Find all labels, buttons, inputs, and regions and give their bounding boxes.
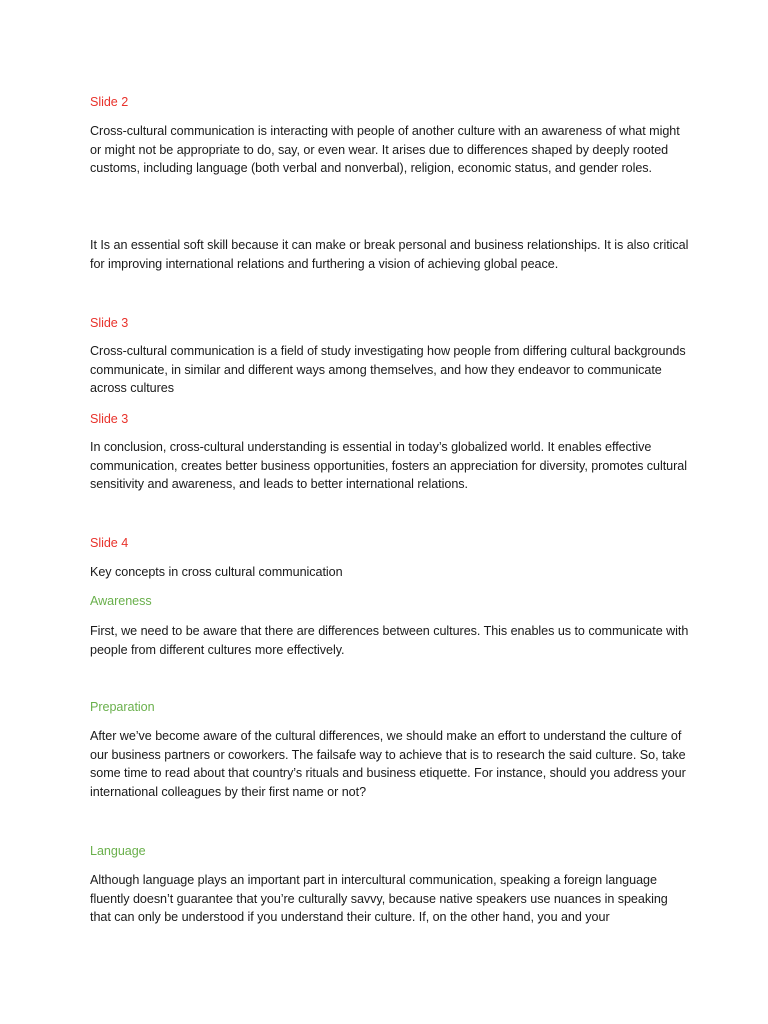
slide-3-heading-first: Slide 3 [90,316,129,330]
awareness-paragraph: First, we need to be aware that there are differences between cultures. This enables us to communicate with people from different cultures more effectively. [90,624,689,657]
preparation-paragraph: After we’ve become aware of the cultural differences, we should make an effort to understand the culture of our business partners or coworkers. The failsafe way to achieve that is to research the said culture. So, take some time to read about that country’s rituals and business etiquette. For instance, should you address your international colleagues by their first name or not? [90,729,686,799]
slide-2-paragraph-1: Cross-cultural communication is interacting with people of another culture with an awareness of what might or might not be appropriate to do, say, or even wear. It arises due to differences shaped by deeply rooted customs, including language (both verbal and nonverbal), religion, economic status, and gender roles. [90,124,680,176]
slide-3-paragraph-second: In conclusion, cross-cultural understanding is essential in today’s globalized world. It enables effective communication, creates better business opportunities, fosters an appreciation for diversity, promotes cultural sensitivity and awareness, and leads to better international relations. [90,440,687,492]
slide-2-paragraph-2: It Is an essential soft skill because it can make or break personal and business relationships. It is also critical for improving international relations and furthering a vision of achieving global peace. [90,238,689,271]
language-paragraph: Although language plays an important part in intercultural communication, speaking a foreign language fluently doesn’t guarantee that you’re culturally savvy, because native speakers use nuances in speaking that can only be understood if you understand their culture. If, on the other hand, you and your [90,873,668,925]
awareness-heading: Awareness [90,594,152,608]
slide-3-paragraph-first: Cross-cultural communication is a field of study investigating how people from differing cultural backgrounds communicate, in similar and different ways among themselves, and how they endeavor to communicate across cultures [90,344,686,396]
language-heading: Language [90,844,146,858]
slide-3-heading-second: Slide 3 [90,412,129,426]
preparation-heading: Preparation [90,700,155,714]
slide-4-intro: Key concepts in cross cultural communication [90,565,343,579]
slide-2-heading: Slide 2 [90,95,129,109]
slide-4-heading: Slide 4 [90,536,129,550]
